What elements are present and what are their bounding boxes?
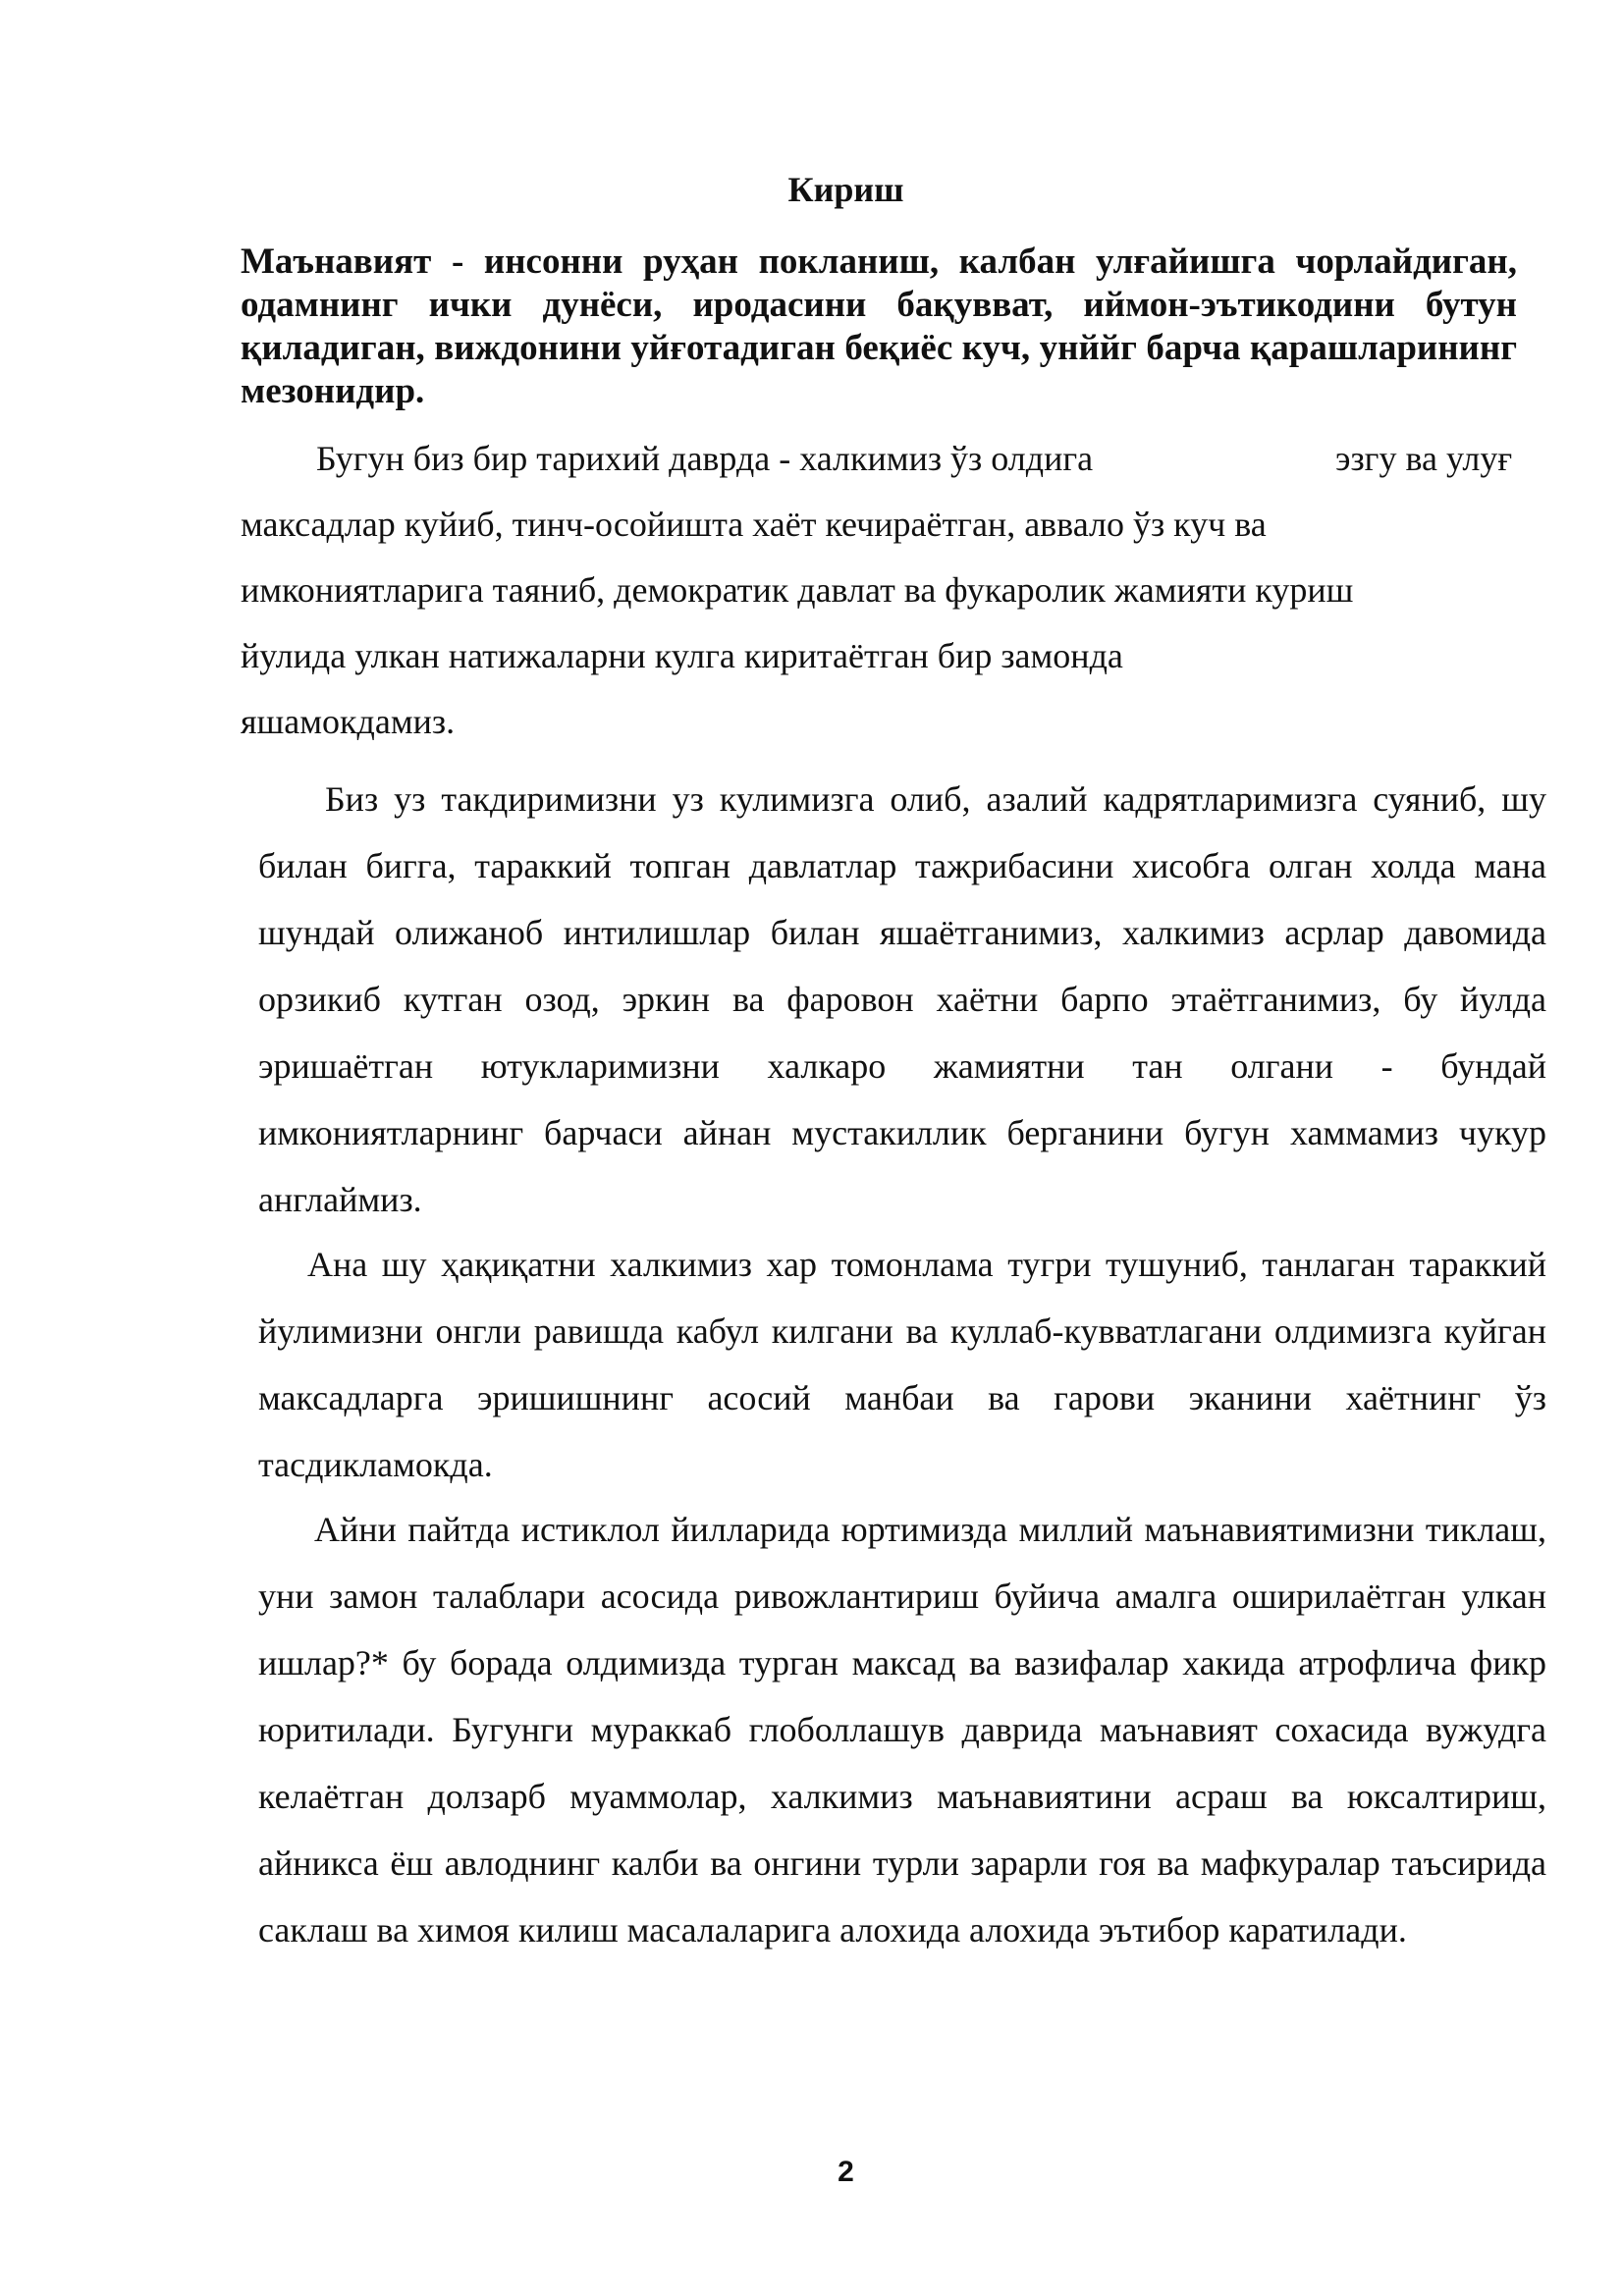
paragraph-1-line-3: имкониятларига таяниб, демократик давлат ва фукаролик жамияти куриш [241, 570, 1354, 610]
paragraph-1-line-5: яшамокдамиз. [241, 702, 456, 741]
epigraph: Маънавият - инсонни руҳан покланиш, калбан улғайишга чорлайдиган, одамнинг ички дунёси, иродасини бақувват, иймон-эътикодини бутун қиладиган, виждонини уйғотадиган беқиёс куч, унййг барча қарашларининг мезонидир. [241, 241, 1517, 411]
paragraph-4: Айни пайтда истиклол йилларида юртимизда миллий маънавиятимизни тиклаш, уни замон талаблари асосида ривожлантириш буйича амалга оширилаётган улкан ишлар?* бу борада олдимизда турган максад ва вазифалар хакида атрофлича фикр юритилади. Бугунги мураккаб глоболлашув даврида маънавият сохасида вужудга келаётган долзарб муаммолар, халкимиз маънавиятини асраш ва юксалтириш, айникса ёш авлоднинг калби ва онгини турли зарарли гоя ва мафкуралар таъсирида саклаш ва химоя килиш масалаларига алохида алохида эътибор каратилади. [258, 1510, 1546, 1949]
paragraph-1-line-4: йулида улкан натижаларни кулга киритаётган бир замонда [241, 636, 1123, 675]
paragraph-2: Биз уз такдиримизни уз кулимизга олиб, азалий кадрятларимизга суяниб, шу билан бигга, тараккий топган давлатлар тажрибасини хисобга олган холда мана шундай олижаноб интилишлар билан яшаётганимиз, халкимиз асрлар давомида орзикиб кутган озод, эркин ва фаровон хаётни барпо этаётганимиз, бу йулда эришаётган ютукларимизни халкаро жамиятни тан олгани - бундай имкониятларнинг барчаси айнан мустакиллик берганини бугун хаммамиз чукур англаймиз. [258, 779, 1546, 1219]
paragraph-1-line-2: максадлар куйиб, тинч-осойишта хаёт кечираётган, аввало ўз куч ва [241, 505, 1267, 544]
paragraph-1-line-1b: эзгу ва улуғ [1335, 439, 1513, 478]
paragraph-1-line-1a: Бугун биз бир тарихий даврда - халкимиз ўз олдига [316, 439, 1094, 478]
page-title: Кириш [787, 170, 904, 209]
page-number: 2 [838, 2156, 854, 2188]
paragraph-3: Ана шу ҳақиқатни халкимиз хар томонлама тугри тушуниб, танлаган тараккий йулимизни онгли равишда кабул килгани ва куллаб-кувватлагани олдимизга куйган максадларга эришишнинг асосий манбаи ва гарови эканини хаётнинг ўз тасдикламокда. [258, 1245, 1546, 1484]
